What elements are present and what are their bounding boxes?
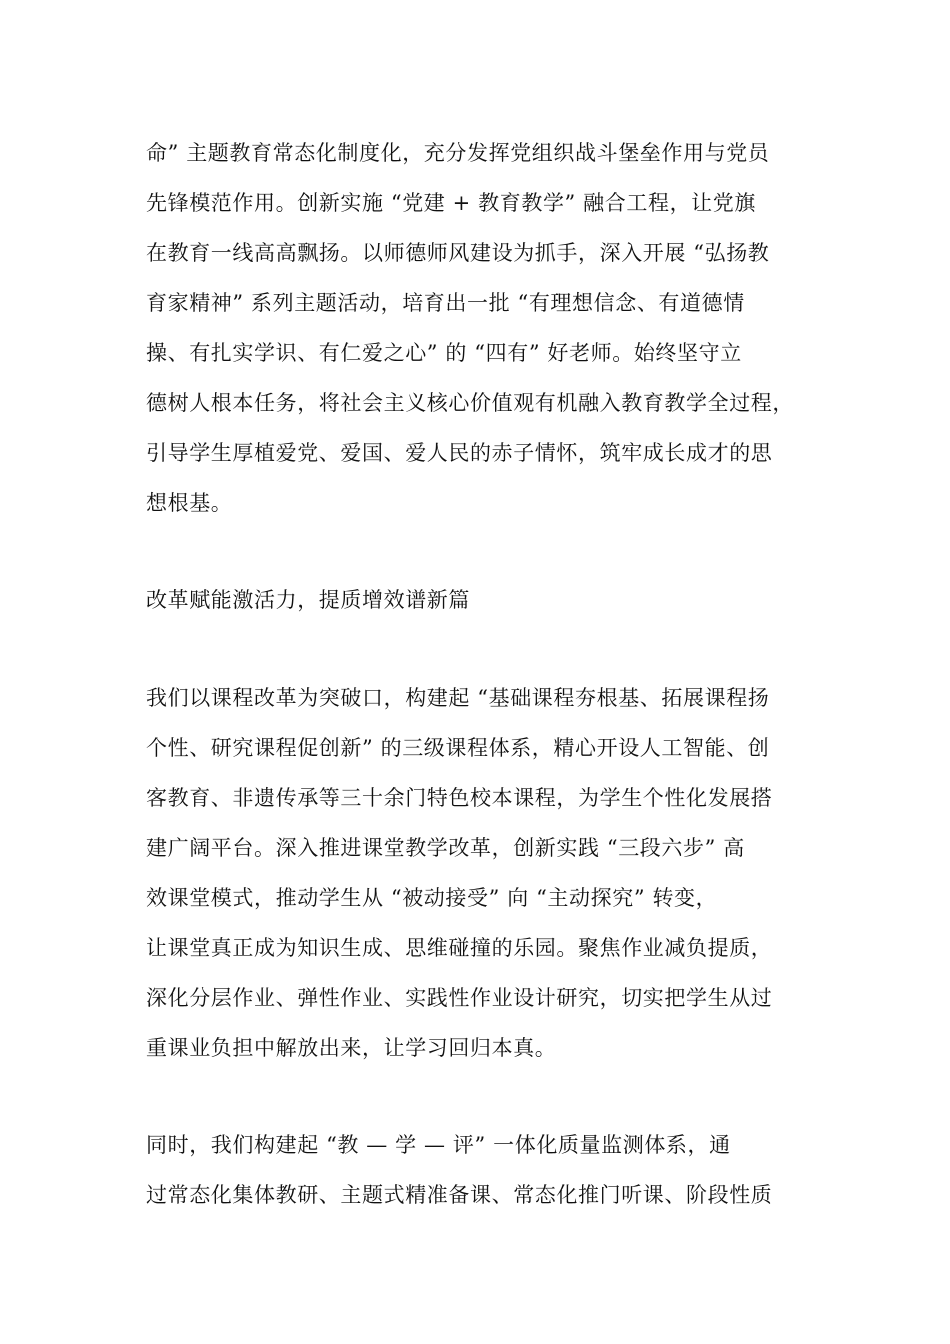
paragraph-line: 客教育、非遗传承等三十余门特色校本课程，为学生个性化发展搭 bbox=[146, 786, 773, 810]
paragraph-line: 先锋模范作用。创新实施 “党建 + 教育教学” 融合工程，让党旗 bbox=[146, 191, 756, 215]
paragraph-line: 德树人根本任务，将社会主义核心价值观有机融入教育教学全过程， bbox=[146, 391, 794, 415]
paragraph-curriculum-reform bbox=[146, 673, 836, 1073]
paragraph-line: 操、有扎实学识、有仁爱之心” 的 “四有” 好老师。始终坚守立 bbox=[146, 341, 742, 365]
paragraph-line: 深化分层作业、弹性作业、实践性作业设计研究，切实把学生从过 bbox=[146, 986, 773, 1010]
paragraph-line: 重课业负担中解放出来，让学习回归本真。 bbox=[146, 1036, 557, 1060]
paragraph-line: 让课堂真正成为知识生成、思维碰撞的乐园。聚焦作业减负提质， bbox=[146, 936, 773, 960]
section-heading bbox=[146, 575, 836, 625]
paragraph-line: 效课堂模式，推动学生从 “被动接受” 向 “主动探究” 转变， bbox=[146, 886, 718, 910]
section-heading-text: 改革赋能激活力，提质增效谱新篇 bbox=[146, 588, 470, 612]
paragraph-line: 命” 主题教育常态化制度化，充分发挥党组织战斗堡垒作用与党员 bbox=[146, 141, 770, 165]
paragraph-line: 个性、研究课程促创新” 的三级课程体系，精心开设人工智能、创 bbox=[146, 736, 770, 760]
paragraph-line: 我们以课程改革为突破口，构建起 “基础课程夯根基、拓展课程扬 bbox=[146, 686, 770, 710]
paragraph-line: 建广阔平台。深入推进课堂教学改革，创新实践 “三段六步” 高 bbox=[146, 836, 745, 860]
paragraph-line: 引导学生厚植爱党、爱国、爱人民的赤子情怀，筑牢成长成才的思 bbox=[146, 441, 773, 465]
paragraph-line: 想根基。 bbox=[146, 491, 233, 515]
paragraph-line: 育家精神” 系列主题活动，培育出一批 “有理想信念、有道德情 bbox=[146, 291, 745, 315]
paragraph-quality-monitoring bbox=[146, 1120, 836, 1220]
paragraph-line: 在教育一线高高飘扬。以师德师风建设为抓手，深入开展 “弘扬教 bbox=[146, 241, 770, 265]
paragraph-line: 过常态化集体教研、主题式精准备课、常态化推门听课、阶段性质 bbox=[146, 1183, 773, 1207]
paragraph-line: 同时，我们构建起 “教 — 学 — 评” 一体化质量监测体系，通 bbox=[146, 1133, 731, 1157]
paragraph-party-building bbox=[146, 128, 836, 528]
